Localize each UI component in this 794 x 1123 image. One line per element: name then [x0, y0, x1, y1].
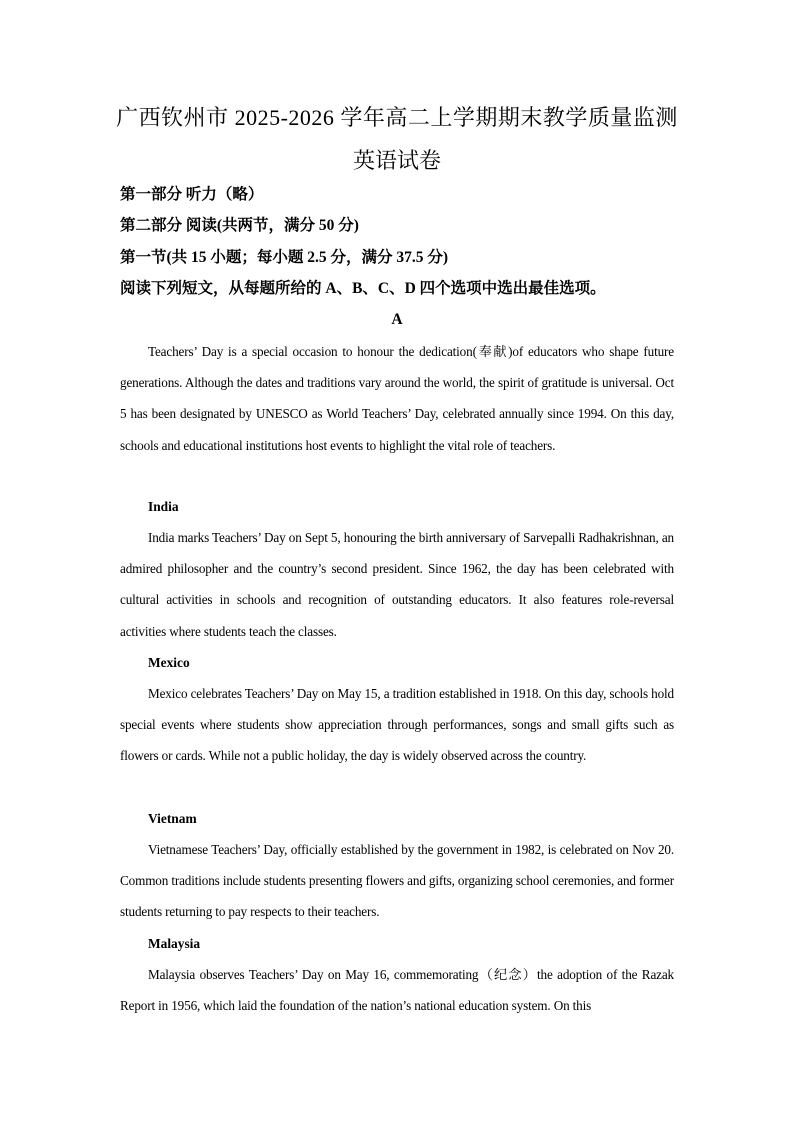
- section1-heading: 第一节(共 15 小题；每小题 2.5 分，满分 37.5 分): [120, 249, 449, 266]
- exam-title: 广西钦州市 2025-2026 学年高二上学期期末教学质量监测: [116, 105, 678, 130]
- exam-subtitle: 英语试卷: [352, 148, 441, 173]
- india-heading: India: [148, 499, 179, 514]
- passage-letter: A: [391, 311, 403, 328]
- mexico-heading: Mexico: [148, 655, 190, 670]
- part2-heading: 第二部分 阅读(共两节，满分 50 分): [120, 217, 359, 234]
- instruction-text: 阅读下列短文，从每题所给的 A、B、C、D 四个选项中选出最佳选项。: [120, 280, 606, 297]
- part1-heading: 第一部分 听力（略）: [120, 186, 264, 203]
- india-paragraph: India marks Teachers’ Day on Sept 5, honouring the birth anniversary of Sarvepalli Radhakrishnan, an admired philosopher and the country’s second president. Since 1962, the day has been celebrated with cultural activities in schools and recognition of outstanding educators. It also features role-reversal activities where students teach the classes.: [120, 530, 674, 639]
- malaysia-paragraph: Malaysia observes Teachers’ Day on May 16, commemorating（纪念）the adoption of the Razak Report in 1956, which laid the foundation of the nation’s national education system. On this: [120, 967, 674, 1014]
- vietnam-paragraph: Vietnamese Teachers’ Day, officially established by the government in 1982, is celebrated on Nov 20. Common traditions include students presenting flowers and gifts, organizing school ceremonies, and former students returning to pay respects to their teachers.: [120, 842, 674, 920]
- vietnam-heading: Vietnam: [148, 811, 197, 826]
- intro-paragraph: Teachers’ Day is a special occasion to honour the dedication(奉献)of educators who shape future generations. Although the dates and traditions vary around the world, the spirit of gratitude is universal. Oct 5 has been designated by UNESCO as World Teachers’ Day, celebrated annually since 1994. On this day, schools and educational institutions host events to highlight the vital role of teachers.: [120, 344, 674, 453]
- malaysia-heading: Malaysia: [148, 936, 201, 951]
- mexico-paragraph: Mexico celebrates Teachers’ Day on May 15, a tradition established in 1918. On this day, schools hold special events where students show appreciation through performances, songs and small gifts such as flowers or cards. While not a public holiday, the day is widely observed across the country.: [120, 686, 674, 764]
